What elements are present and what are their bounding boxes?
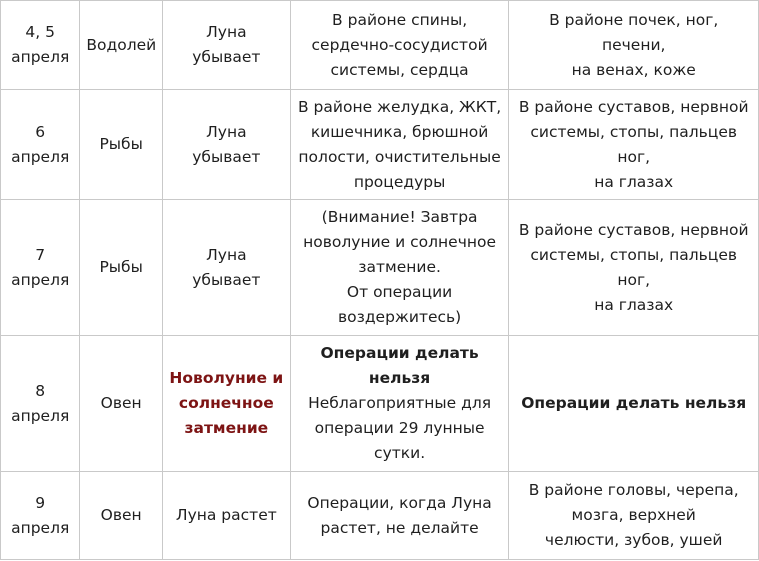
table-row	[1, 472, 759, 560]
moon-phase-cell: Луна убывает	[162, 90, 290, 200]
table-row	[1, 336, 759, 472]
forbidden-operations-cell: Операции делать нельзя	[509, 336, 759, 472]
allowed-operations-cell: В районе спины, сердечно-сосудистой системы, сердца	[290, 1, 509, 90]
date-cell: 4, 5 апреля	[1, 1, 80, 90]
table-row	[1, 1, 759, 90]
moon-phase-cell: Луна растет	[162, 472, 290, 560]
forbidden-operations-cell: В районе суставов, нервной системы, стопы, пальцев ног, на глазах	[509, 90, 759, 200]
moon-phase-cell: Луна убывает	[162, 1, 290, 90]
date-cell: 7 апреля	[1, 200, 80, 336]
allowed-operations-cell: (Внимание! Завтра новолуние и солнечное затмение. От операции воздержитесь)	[290, 200, 509, 336]
forbidden-operations-cell: В районе головы, черепа, мозга, верхней челюсти, зубов, ушей	[509, 472, 759, 560]
zodiac-sign-cell: Овен	[80, 336, 163, 472]
table-row	[1, 200, 759, 336]
zodiac-sign-cell: Водолей	[80, 1, 163, 90]
table-row	[1, 90, 759, 200]
forbidden-operations-cell: В районе суставов, нервной системы, стопы, пальцев ног, на глазах	[509, 200, 759, 336]
date-cell: 9 апреля	[1, 472, 80, 560]
date-cell: 6 апреля	[1, 90, 80, 200]
moon-phase-cell: Луна убывает	[162, 200, 290, 336]
zodiac-sign-cell: Овен	[80, 472, 163, 560]
date-cell: 8 апреля	[1, 336, 80, 472]
zodiac-sign-cell: Рыбы	[80, 200, 163, 336]
moon-phase-cell: Новолуние и солнечное затмение	[162, 336, 290, 472]
zodiac-sign-cell: Рыбы	[80, 90, 163, 200]
allowed-operations-cell: Операции делать нельзя Неблагоприятные для операции 29 лунные сутки.	[290, 336, 509, 472]
allowed-operations-cell: Операции, когда Луна растет, не делайте	[290, 472, 509, 560]
forbidden-operations-cell: В районе почек, ног, печени, на венах, коже	[509, 1, 759, 90]
allowed-operations-cell: В районе желудка, ЖКТ, кишечника, брюшной полости, очистительные процедуры	[290, 90, 509, 200]
